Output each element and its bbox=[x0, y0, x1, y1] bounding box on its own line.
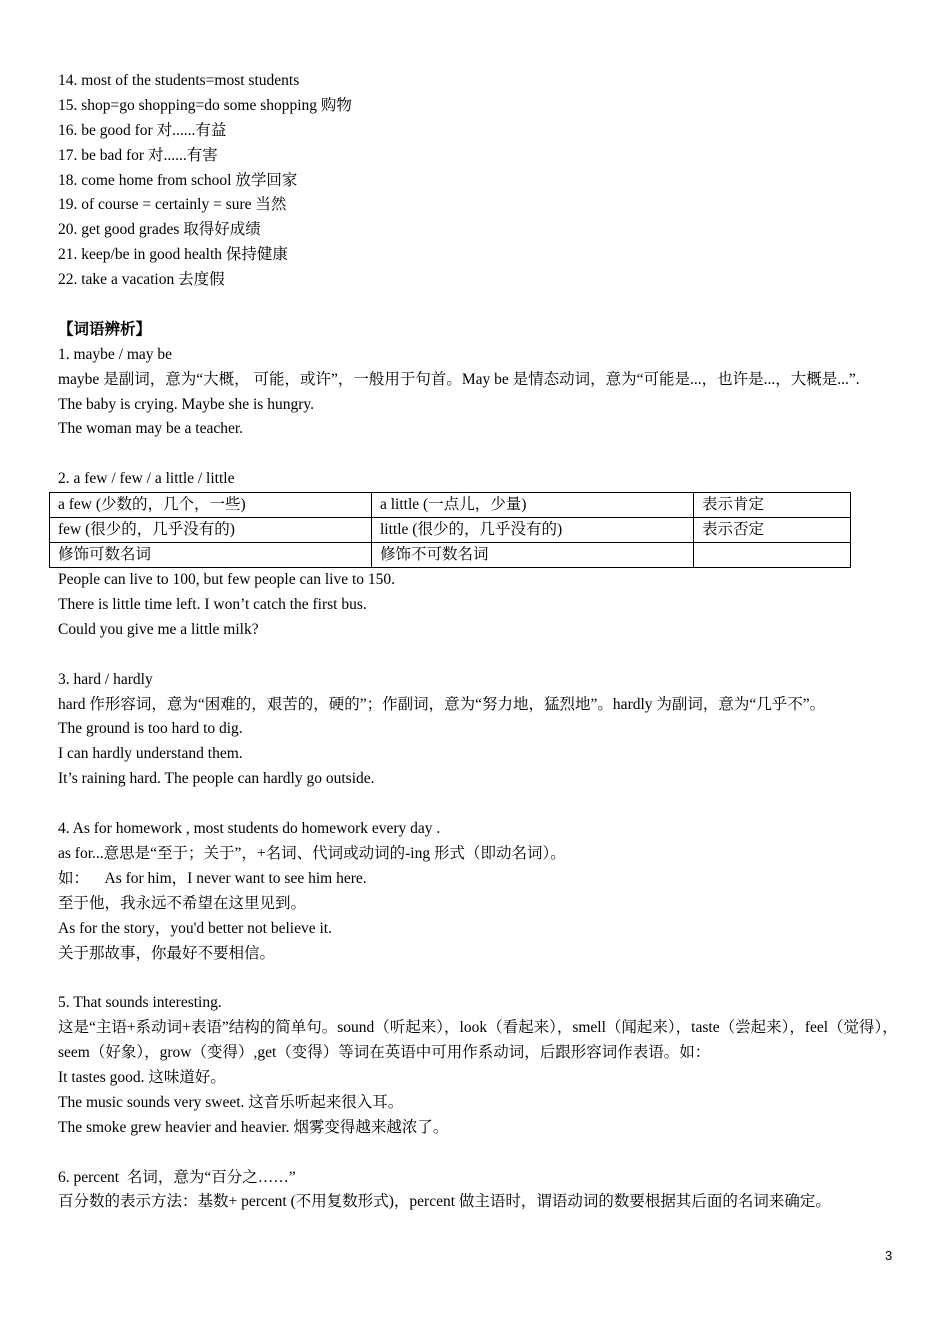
item-text: hard 作形容词，意为“困难的，艰苦的，硬的”；作副词，意为“努力地，猛烈地”。hardly 为副词，意为“几乎不”。 bbox=[58, 695, 826, 713]
item-text: maybe 是副词，意为“大概， 可能，或许”，一般用于句首。May be 是情态动词，意为“可能是...，也许是...，大概是...”. bbox=[58, 370, 860, 388]
phrase-item: 19. of course = certainly = sure 当然 bbox=[58, 196, 287, 214]
item-text: People can live to 100, but few people can live to 150. bbox=[58, 571, 396, 589]
item-title: 2. a few / few / a little / little bbox=[58, 470, 235, 488]
table-cell: little (很少的，几乎没有的) bbox=[372, 518, 694, 543]
item-text: As for the story，you'd better not believe it. bbox=[58, 919, 332, 937]
item-paragraph: 这是“主语+系动词+表语”结构的简单句。sound（听起来），look（看起来），smell（闻起来），taste（尝起来），feel（觉得），seem（好象），grow（变得）,get（变得）等词在英语中可用作系动词，后跟形容词作表语。如： bbox=[58, 1019, 898, 1062]
item-text: 如： As for him，I never want to see him here. bbox=[58, 869, 367, 887]
phrase-item: 22. take a vacation 去度假 bbox=[58, 271, 225, 289]
phrase-list bbox=[58, 69, 908, 293]
table-row bbox=[50, 518, 851, 543]
item-text: Could you give me a little milk? bbox=[58, 620, 259, 638]
item-text: The ground is too hard to dig. bbox=[58, 720, 243, 738]
item-sounds bbox=[58, 991, 908, 1140]
item-as-for bbox=[58, 817, 908, 966]
table-cell: a little (一点儿，少量) bbox=[372, 493, 694, 518]
table-cell: 表示肯定 bbox=[694, 493, 851, 518]
item-few-little bbox=[58, 467, 908, 643]
phrase-item: 15. shop=go shopping=do some shopping 购物 bbox=[58, 96, 352, 114]
item-title: 5. That sounds interesting. bbox=[58, 994, 222, 1012]
item-text: There is little time left. I won’t catch the first bus. bbox=[58, 596, 367, 614]
item-title: 4. As for homework , most students do homework every day . bbox=[58, 820, 441, 838]
document-page bbox=[58, 69, 908, 1215]
item-maybe bbox=[58, 343, 908, 443]
item-hard-hardly bbox=[58, 668, 908, 792]
item-title: 3. hard / hardly bbox=[58, 670, 153, 688]
phrase-item: 21. keep/be in good health 保持健康 bbox=[58, 246, 288, 264]
section-heading: 【词语辨析】 bbox=[58, 320, 152, 338]
item-text: The woman may be a teacher. bbox=[58, 420, 244, 438]
table-row bbox=[50, 543, 851, 568]
item-text: 百分数的表示方法：基数+ percent (不用复数形式)，percent 做主语时，谓语动词的数要根据其后面的名词来确定。 bbox=[58, 1193, 831, 1211]
item-text: The smoke grew heavier and heavier. 烟雾变得越来越浓了。 bbox=[58, 1118, 449, 1136]
item-title: 6. percent 名词，意为“百分之……” bbox=[58, 1168, 296, 1186]
item-text: as for...意思是“至于；关于”，+名词、代词或动词的-ing 形式（即动名词）。 bbox=[58, 844, 566, 862]
page-number: 3 bbox=[885, 1248, 893, 1263]
table-cell: 表示否定 bbox=[694, 518, 851, 543]
phrase-item: 16. be good for 对......有益 bbox=[58, 121, 227, 139]
item-text: I can hardly understand them. bbox=[58, 745, 243, 763]
item-text: The music sounds very sweet. 这音乐听起来很入耳。 bbox=[58, 1093, 404, 1111]
table-cell bbox=[694, 543, 851, 568]
item-text: 至于他，我永远不希望在这里见到。 bbox=[58, 894, 307, 912]
table-cell: a few (少数的，几个，一些) bbox=[50, 493, 372, 518]
item-text: 关于那故事，你最好不要相信。 bbox=[58, 944, 276, 962]
table-cell: 修饰可数名词 bbox=[50, 543, 372, 568]
table-cell: 修饰不可数名词 bbox=[372, 543, 694, 568]
item-percent bbox=[58, 1166, 908, 1216]
item-title: 1. maybe / may be bbox=[58, 345, 173, 363]
phrase-item: 18. come home from school 放学回家 bbox=[58, 171, 298, 189]
item-text: It tastes good. 这味道好。 bbox=[58, 1068, 226, 1086]
table-row bbox=[50, 493, 851, 518]
table-cell: few (很少的，几乎没有的) bbox=[50, 518, 372, 543]
phrase-item: 20. get good grades 取得好成绩 bbox=[58, 221, 261, 239]
item-text: The baby is crying. Maybe she is hungry. bbox=[58, 395, 314, 413]
comparison-table bbox=[49, 492, 851, 568]
phrase-item: 17. be bad for 对......有害 bbox=[58, 146, 218, 164]
item-text: It’s raining hard. The people can hardly go outside. bbox=[58, 770, 375, 788]
phrase-item: 14. most of the students=most students bbox=[58, 72, 300, 89]
